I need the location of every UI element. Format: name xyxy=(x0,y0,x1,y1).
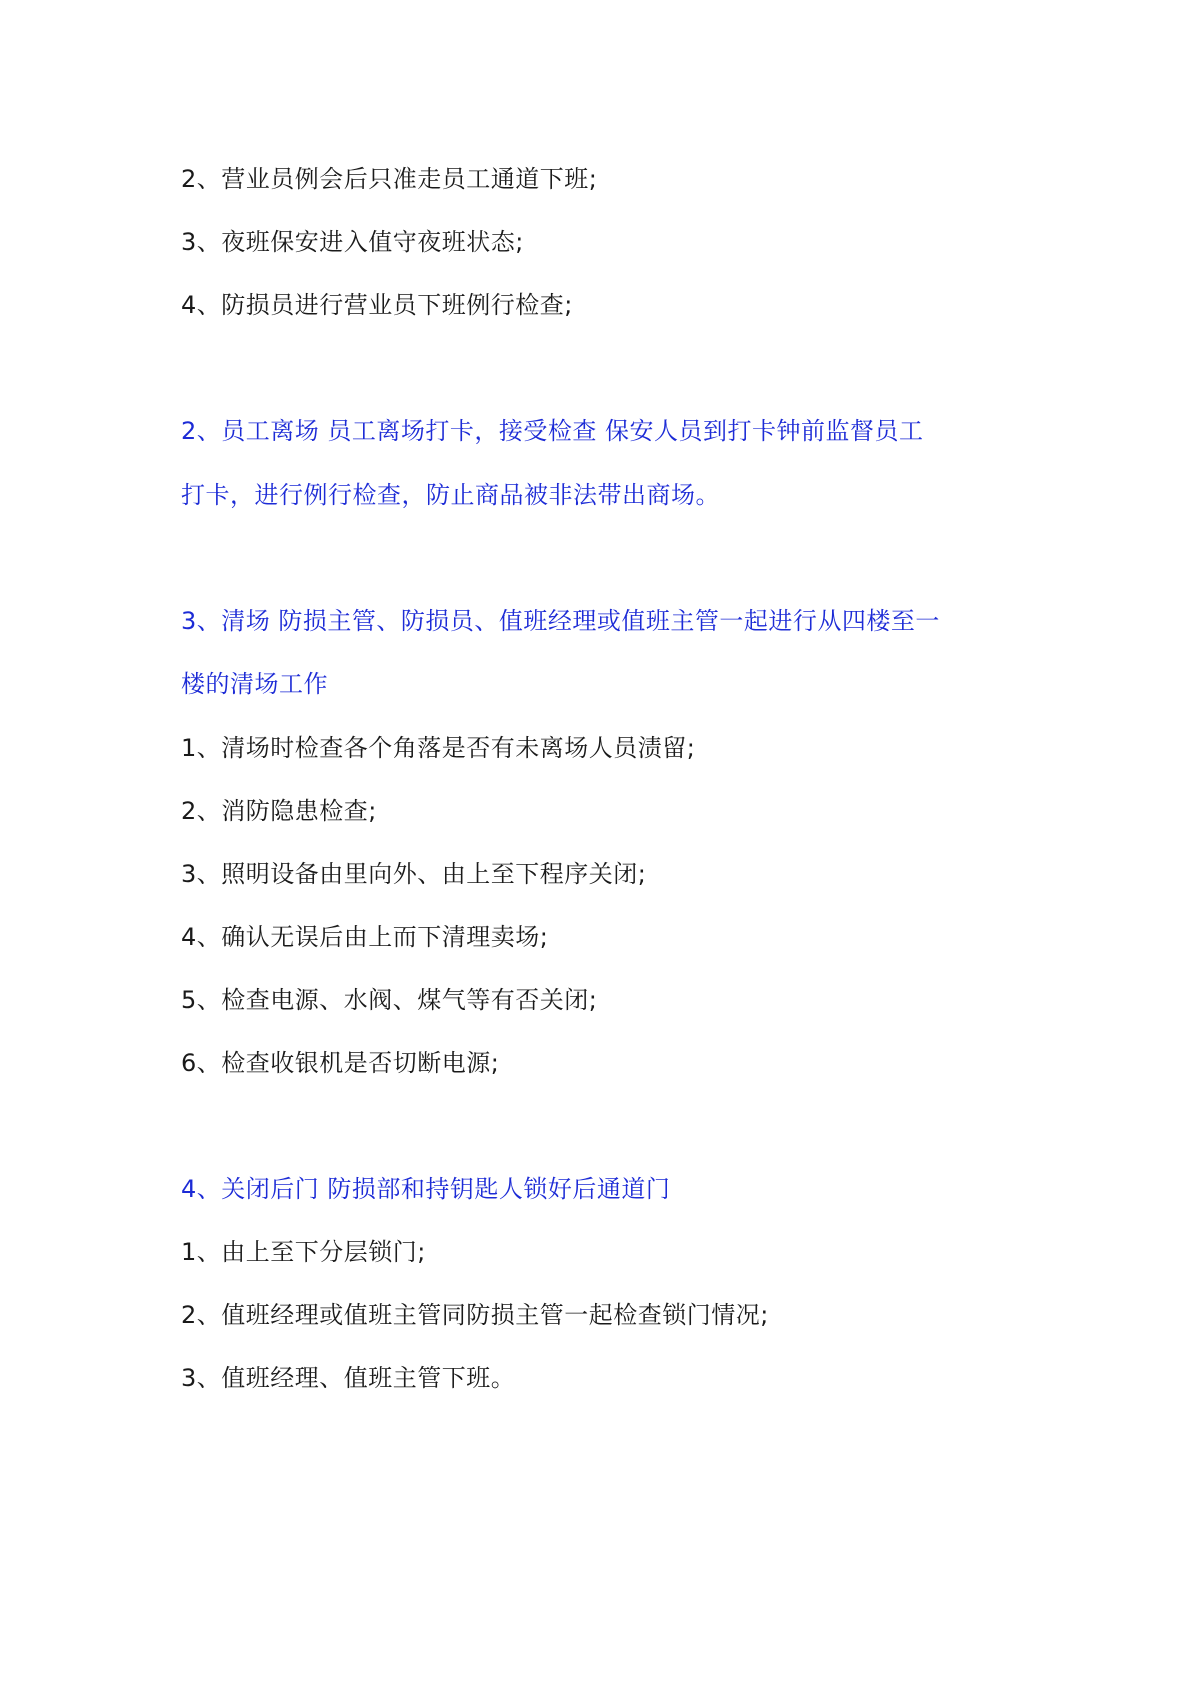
section-heading-clearance-cont: 楼的清场工作 xyxy=(181,670,328,698)
list-item: 3、值班经理、值班主管下班。 xyxy=(181,1364,516,1392)
list-item: 3、夜班保安进入值守夜班状态; xyxy=(181,228,524,256)
list-item: 5、检查电源、水阀、煤气等有否关闭; xyxy=(181,986,598,1014)
list-item: 2、消防隐患检查; xyxy=(181,797,377,825)
list-item: 6、检查收银机是否切断电源; xyxy=(181,1049,500,1077)
list-item: 4、确认无误后由上而下清理卖场; xyxy=(181,923,549,951)
list-item: 1、由上至下分层锁门; xyxy=(181,1238,426,1266)
section-heading-employee-leave: 2、员工离场 员工离场打卡，接受检查 保安人员到打卡钟前监督员工 xyxy=(181,417,924,445)
list-item: 2、值班经理或值班主管同防损主管一起检查锁门情况; xyxy=(181,1301,769,1329)
section-heading-employee-leave-cont: 打卡，进行例行检查，防止商品被非法带出商场。 xyxy=(181,481,720,509)
list-item: 3、照明设备由里向外、由上至下程序关闭; xyxy=(181,860,647,888)
list-item: 2、营业员例会后只准走员工通道下班; xyxy=(181,165,598,193)
section-heading-clearance: 3、清场 防损主管、防损员、值班经理或值班主管一起进行从四楼至一 xyxy=(181,607,940,635)
list-item: 4、防损员进行营业员下班例行检查; xyxy=(181,291,573,319)
list-item: 1、清场时检查各个角落是否有未离场人员渍留; xyxy=(181,734,696,762)
section-heading-close-back-door: 4、关闭后门 防损部和持钥匙人锁好后通道门 xyxy=(181,1175,671,1203)
